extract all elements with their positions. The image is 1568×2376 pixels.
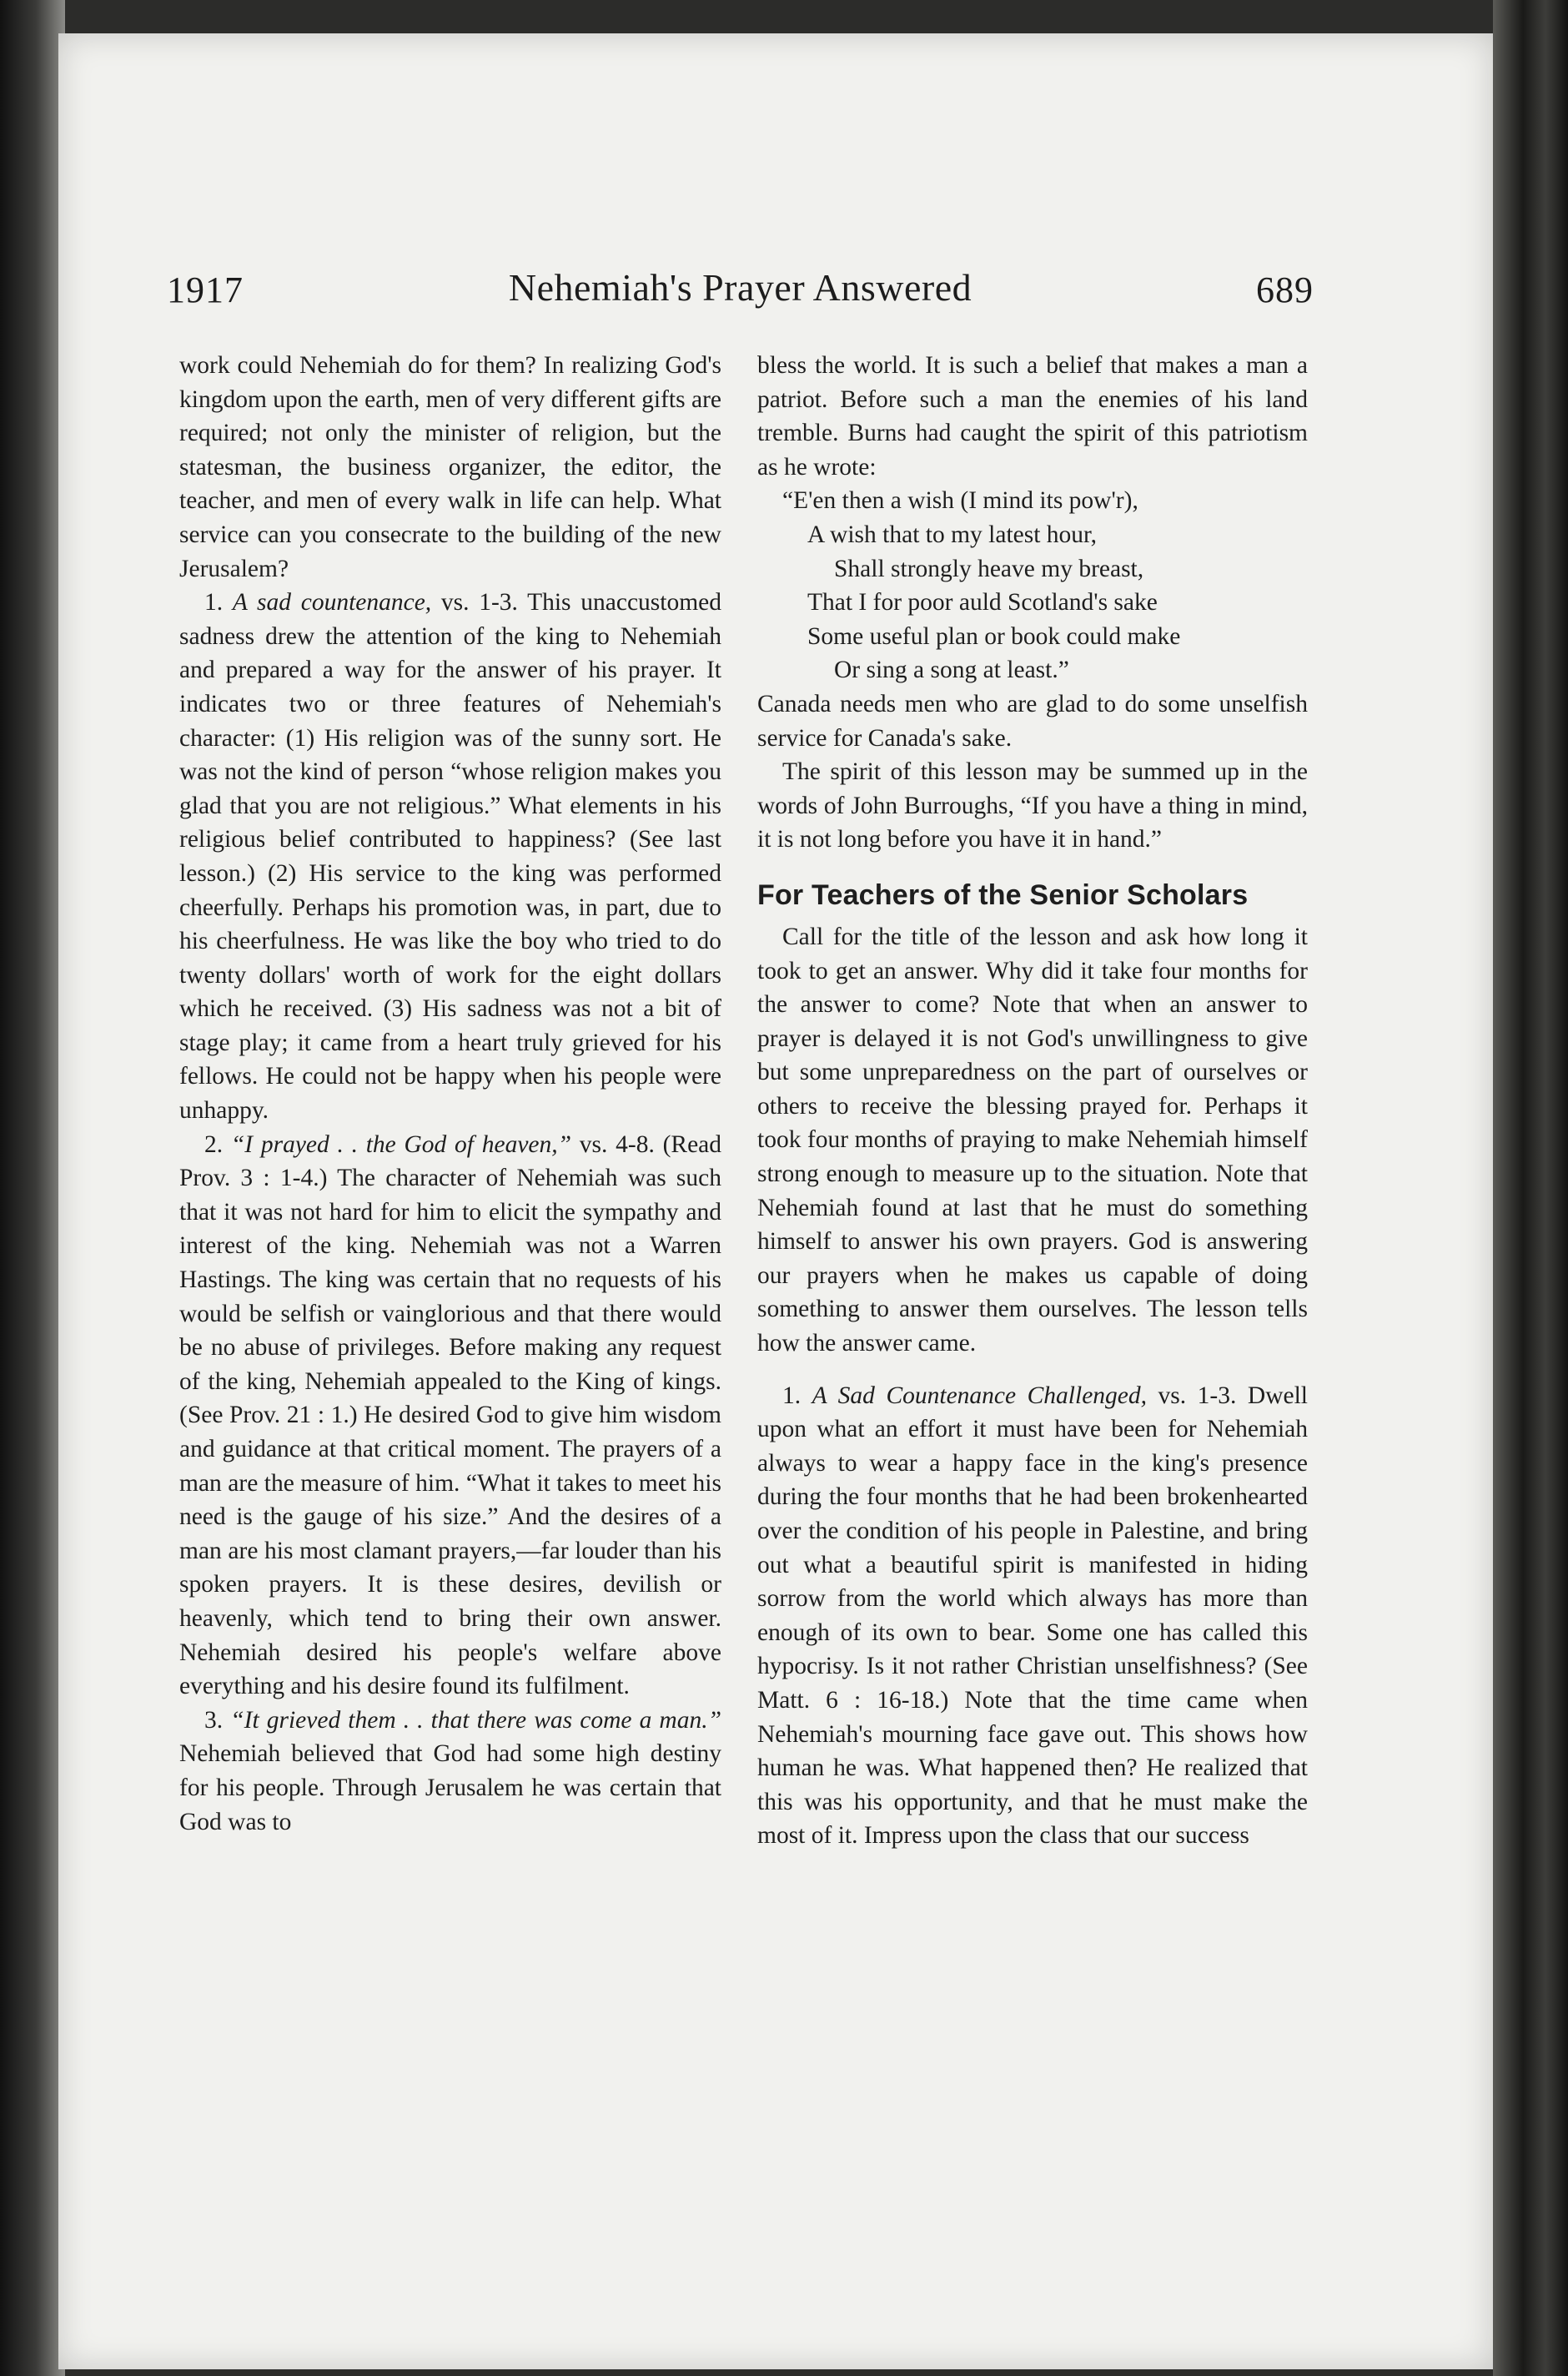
point-text: vs. 1-3. This unaccustomed sadness drew the attention of the king to Nehemiah and prepared a way for the answer of his prayer. It indicates two or three features of Nehemiah's character: (1) His religion was of the sunny sort. He was not the kind of person “whose religion makes you glad that you are not religious.” What elements in his religious belief contributed to happiness? (See last lesson.) (2) His service to the king was performed cheerfully. Perhaps his promotion was, in part, due to his cheerfulness. He was like the boy who tried to do twenty dollars' worth of work for the eight dollars which he received. (3) His sadness was not a bit of stage play; it came from a heart truly grieved for his fellows. He could not be happy when his people were unhappy. bbox=[179, 589, 721, 1125]
paragraph: Canada needs men who are glad to do some unselfish service for Canada's sake. bbox=[757, 690, 1308, 752]
book-edge-right bbox=[1493, 0, 1568, 2376]
poem-line: “E'en then a wish (I mind its pow'r), bbox=[782, 487, 1138, 515]
poem-line: Some useful plan or book could make bbox=[807, 622, 1181, 650]
paragraph: bless the world. It is such a belief that makes a man a patriot. Before such a man the enemies of his land tremble. Burns had caught the spirit of this patriotism as he wrote: bbox=[757, 352, 1308, 481]
paragraph-sad-countenance bbox=[179, 586, 721, 1128]
point-number: 3. bbox=[204, 1706, 224, 1734]
page-number: 689 bbox=[1256, 269, 1314, 310]
paragraph: The spirit of this lesson may be summed up in the words of John Burroughs, “If you have a thing in mind, it is not long before you have it in hand.” bbox=[757, 758, 1308, 853]
point-title: A Sad Countenance Challenged, bbox=[812, 1382, 1148, 1409]
point-title: “I prayed . . the God of heaven,” bbox=[230, 1130, 572, 1158]
poem-line: Shall strongly heave my breast, bbox=[834, 555, 1144, 582]
point-number: 1. bbox=[204, 589, 224, 617]
section-heading: For Teachers of the Senior Scholars bbox=[757, 878, 1249, 911]
paragraph-sad-countenance-challenged bbox=[757, 1379, 1308, 1853]
header-year: 1917 bbox=[167, 269, 244, 310]
poem-line: A wish that to my latest hour, bbox=[807, 521, 1098, 548]
paragraph-i-prayed bbox=[179, 1128, 721, 1704]
book-spine-left bbox=[0, 0, 65, 2376]
point-title: “It grieved them . . that there was come a man.” bbox=[230, 1706, 721, 1734]
poem-line: That I for poor auld Scotland's sake bbox=[807, 589, 1158, 617]
paragraph: Call for the title of the lesson and ask how long it took to get an answer. Why did it take four months for the answer to come? Note that when an answer to prayer is delayed it is not God's unwillingness to give but some unpreparedness on the part of ourselves or others to receive the blessing prayed for. Perhaps it took four months of praying to make Nehemiah himself strong enough to measure up to the situation. Note that Nehemiah found at last that he must do something himself to answer his own prayers. God is answering our prayers when he makes us capable of doing something to answer them ourselves. The lesson tells how the answer came. bbox=[757, 923, 1308, 1357]
poem-quote bbox=[757, 484, 1308, 687]
point-text: Nehemiah believed that God had some high destiny for his people. Through Jerusalem he was certain that God was to bbox=[179, 1740, 721, 1835]
point-text: vs. 1-3. Dwell upon what an effort it must have been for Nehemiah always to wear a happy face in the king's presence during the four months that he had been brokenhearted over the condition of his people in Palestine, and bring out what a beautiful spirit is manifested in hiding sorrow from the world which always has more than enough of its own to bear. Some one has called this hypocrisy. Is it not rather Christian unselfishness? (See Matt. 6 : 16-18.) Note that the time came when Nehemiah's mourning face gave out. This shows how human he was. What happened then? He realized that this was his opportunity, and that he must make the most of it. Impress upon the class that our success bbox=[757, 1382, 1308, 1850]
running-header bbox=[167, 265, 1314, 324]
point-text: vs. 4-8. (Read Prov. 3 : 1-4.) The character of Nehemiah was such that it was not hard for him to elicit the sympathy and interest of the king. Nehemiah was not a Warren Hastings. The king was certain that no requests of his would be selfish or vainglorious and that there would be no abuse of privileges. Before making any request of the king, Nehemiah appealed to the King of kings. (See Prov. 21 : 1.) He desired God to give him wisdom and guidance at that critical moment. The prayers of a man are the measure of him. “What it takes to meet his need is the gauge of his size.” And the desires of a man are his most clamant prayers,—far louder than his spoken prayers. It is these desires, devilish or heavenly, which tend to bring their own answer. Nehemiah desired his people's welfare above everything and his desire found its fulfilment. bbox=[179, 1130, 722, 1700]
header-title: Nehemiah's Prayer Answered bbox=[508, 266, 972, 309]
point-title: A sad countenance, bbox=[232, 589, 432, 617]
left-column bbox=[179, 349, 721, 1839]
point-number: 2. bbox=[204, 1130, 224, 1158]
poem-line: Or sing a song at least.” bbox=[834, 657, 1069, 684]
paragraph: work could Nehemiah do for them? In realizing God's kingdom upon the earth, men of very different gifts are required; not only the minister of religion, but the statesman, the business organizer, the editor, the teacher, and men of every walk in life can help. What service can you consecrate to the building of the new Jerusalem? bbox=[179, 352, 721, 582]
right-column bbox=[757, 349, 1308, 1853]
paragraph-it-grieved-them bbox=[179, 1704, 721, 1839]
point-number: 1. bbox=[782, 1382, 802, 1409]
